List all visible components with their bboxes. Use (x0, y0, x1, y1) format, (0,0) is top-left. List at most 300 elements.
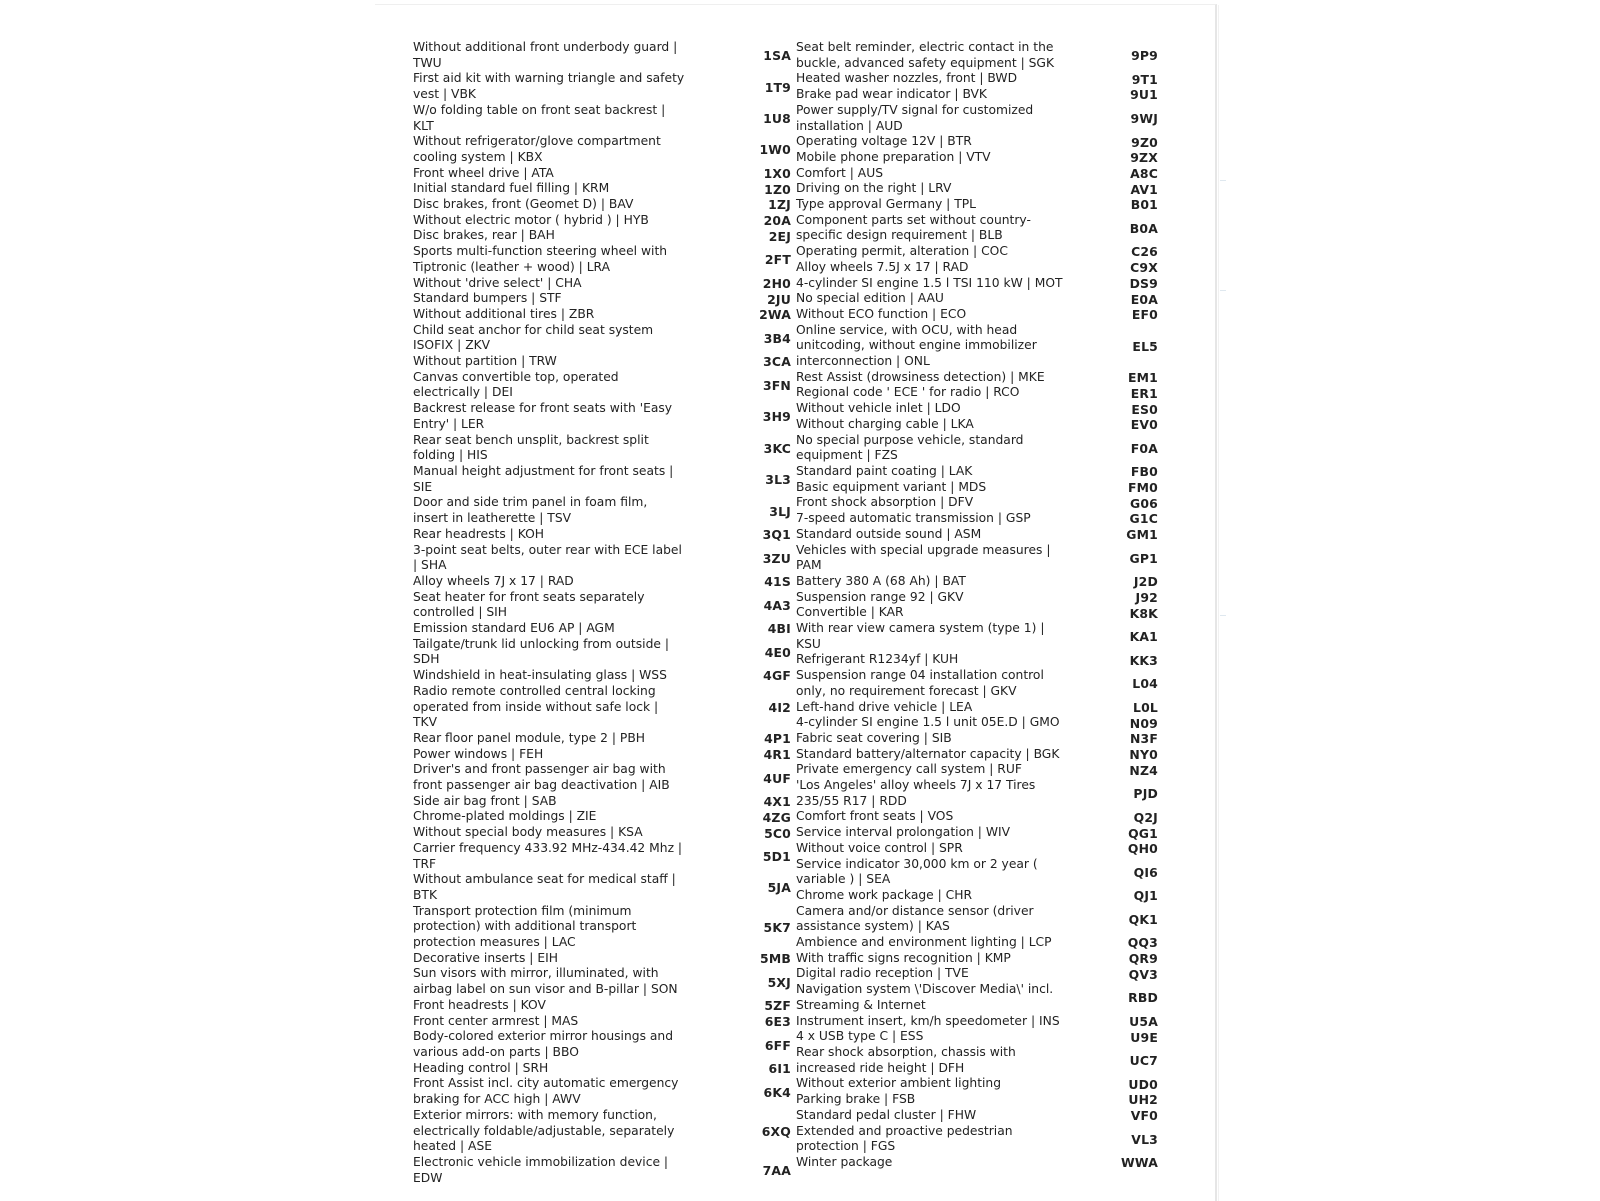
equipment-description: 'Los Angeles' alloy wheels 7J x 17 Tires 235/55 R17 | RDD (796, 778, 1036, 808)
equipment-row (796, 668, 1180, 699)
equipment-code: ES0 (1131, 401, 1158, 417)
equipment-row (413, 307, 791, 323)
equipment-code: Q2J (1133, 809, 1158, 825)
equipment-description: Without refrigerator/glove compartment cooling system | KBX (413, 134, 661, 164)
equipment-description: Front headrests | KOV (413, 997, 546, 1012)
equipment-code: 5JA (767, 880, 791, 896)
equipment-code: 9P9 (1131, 48, 1158, 64)
equipment-code: 5MB (760, 951, 791, 967)
equipment-row (413, 1014, 791, 1030)
equipment-code: AV1 (1130, 181, 1158, 197)
equipment-description: Mobile phone preparation | VTV (796, 149, 991, 164)
equipment-row (796, 276, 1180, 292)
equipment-description: Without 'drive select' | CHA (413, 275, 582, 290)
equipment-description: With rear view camera system (type 1) | KSU (796, 621, 1045, 651)
equipment-row (796, 385, 1180, 401)
equipment-row (796, 417, 1180, 433)
equipment-code: 5XJ (767, 974, 791, 990)
equipment-row (413, 1108, 791, 1155)
equipment-code: G06 (1129, 495, 1158, 511)
equipment-code: G1C (1129, 511, 1158, 527)
equipment-row (413, 495, 791, 526)
equipment-description: Disc brakes, rear | BAH (413, 228, 555, 243)
equipment-row (796, 857, 1180, 888)
equipment-description: Sun visors with mirror, illuminated, with airbag label on sun visor and B-pillar | SON (413, 966, 678, 997)
equipment-row (796, 778, 1180, 809)
equipment-row (413, 747, 791, 763)
equipment-description: Without ambulance seat for medical staff | BTK (413, 872, 676, 902)
equipment-description: Chrome work package | CHR (796, 887, 973, 902)
equipment-description: Without exterior ambient lighting (796, 1076, 1002, 1091)
equipment-row (796, 590, 1180, 606)
equipment-row (796, 480, 1180, 496)
equipment-row (413, 166, 791, 182)
equipment-description: Rest Assist (drowsiness detection) | MKE (796, 369, 1045, 384)
equipment-code: QI6 (1133, 864, 1158, 880)
equipment-code: QH0 (1127, 841, 1158, 857)
equipment-row (796, 495, 1180, 511)
equipment-code: 6FF (764, 1037, 791, 1053)
equipment-row (413, 574, 791, 590)
equipment-description: Winter package (796, 1154, 893, 1169)
equipment-description: Comfort front seats | VOS (796, 809, 954, 824)
equipment-row (796, 888, 1180, 904)
equipment-description: Decorative inserts | EIH (413, 950, 558, 965)
equipment-code: 4R1 (763, 746, 791, 762)
equipment-row (413, 433, 791, 464)
scan-mark (1220, 290, 1226, 291)
equipment-row (413, 354, 791, 370)
equipment-row (413, 872, 791, 903)
scan-mark (1220, 615, 1226, 616)
equipment-code: UD0 (1128, 1076, 1158, 1092)
equipment-row (413, 998, 791, 1014)
equipment-row (413, 181, 791, 197)
equipment-code: 4GF (763, 668, 791, 684)
equipment-code: B0A (1129, 220, 1158, 236)
equipment-description: Front Assist incl. city automatic emergency braking for ACC high | AWV (413, 1076, 679, 1107)
equipment-description: No special edition | AAU (796, 291, 944, 306)
equipment-description: Carrier frequency 433.92 MHz-434.42 Mhz | TRF (413, 840, 683, 871)
equipment-row (413, 370, 791, 401)
equipment-description: Ambience and environment lighting | LCP (796, 935, 1052, 950)
equipment-description: Radio remote controlled central locking operated from inside without safe lock | TKV (413, 683, 659, 730)
equipment-description: Side air bag front | SAB (413, 793, 557, 808)
equipment-description: Without partition | TRW (413, 354, 557, 369)
scan-mark (1220, 180, 1226, 181)
equipment-row (413, 841, 791, 872)
equipment-description: Digital radio reception | TVE (796, 966, 969, 981)
equipment-code: DS9 (1129, 275, 1158, 291)
equipment-description: Regional code ' ECE ' for radio | RCO (796, 385, 1020, 400)
equipment-code: 20A (763, 213, 791, 229)
equipment-row (413, 668, 791, 684)
equipment-row (413, 527, 791, 543)
equipment-row (796, 731, 1180, 747)
equipment-row (796, 40, 1180, 71)
equipment-row (413, 464, 791, 495)
equipment-code: L0L (1132, 699, 1158, 715)
equipment-description: Standard bumpers | STF (413, 291, 562, 306)
equipment-description: Refrigerant R1234yf | KUH (796, 652, 959, 667)
equipment-code: U9E (1130, 1029, 1158, 1045)
equipment-description: Battery 380 A (68 Ah) | BAT (796, 573, 966, 588)
equipment-row (796, 1092, 1180, 1108)
equipment-code: 4A3 (763, 597, 791, 613)
equipment-code: 9WJ (1130, 111, 1158, 127)
document-page (375, 4, 1217, 1201)
equipment-code: VL3 (1131, 1131, 1158, 1147)
equipment-row (413, 401, 791, 432)
equipment-code: 9T1 (1131, 71, 1158, 87)
equipment-description: Backrest release for front seats with 'Easy Entry' | LER (413, 401, 673, 431)
equipment-code: KA1 (1129, 629, 1158, 645)
equipment-description: Suspension range 92 | GKV (796, 589, 964, 604)
equipment-description: Without electric motor ( hybrid ) | HYB (413, 212, 649, 227)
equipment-code: J2D (1133, 574, 1158, 590)
equipment-code: 1SA (763, 48, 791, 64)
equipment-description: Brake pad wear indicator | BVK (796, 87, 987, 102)
equipment-description: Component parts set without country-specific design requirement | BLB (796, 212, 1031, 243)
equipment-description: Body-colored exterior mirror housings and various add-on parts | BBO (413, 1029, 674, 1059)
equipment-row (796, 213, 1180, 244)
equipment-row (796, 87, 1180, 103)
equipment-description: Operating permit, alteration | COC (796, 244, 1008, 259)
equipment-description: Suspension range 04 installation control only, no requirement forecast | GKV (796, 668, 1044, 698)
equipment-row (796, 291, 1180, 307)
equipment-row (796, 464, 1180, 480)
equipment-code: U5A (1129, 1013, 1158, 1029)
equipment-code: 6XQ (761, 1123, 791, 1139)
equipment-row (796, 652, 1180, 668)
equipment-code: EV0 (1130, 417, 1158, 433)
equipment-description: Heading control | SRH (413, 1060, 549, 1075)
equipment-code: 3Q1 (762, 527, 791, 543)
equipment-code: E0A (1130, 291, 1158, 307)
equipment-description: Front wheel drive | ATA (413, 165, 554, 180)
equipment-description: Parking brake | FSB (796, 1092, 916, 1107)
equipment-code: 1U8 (763, 111, 791, 127)
equipment-description: Canvas convertible top, operated electrically | DEI (413, 369, 619, 400)
equipment-description: Rear floor panel module, type 2 | PBH (413, 730, 646, 745)
equipment-row (796, 1124, 1180, 1155)
equipment-code: 3ZU (762, 550, 791, 566)
equipment-code: ER1 (1130, 385, 1158, 401)
equipment-row (413, 228, 791, 244)
equipment-code: 5D1 (762, 849, 791, 865)
equipment-code: 2FT (764, 252, 791, 268)
equipment-description: Comfort | AUS (796, 165, 883, 180)
equipment-row (413, 684, 791, 731)
equipment-code: 3H9 (762, 409, 791, 425)
equipment-row (796, 323, 1180, 370)
equipment-row (796, 181, 1180, 197)
equipment-code: C26 (1131, 244, 1158, 260)
equipment-row (413, 731, 791, 747)
equipment-code: 5ZF (764, 998, 791, 1014)
equipment-row (413, 794, 791, 810)
equipment-row (796, 1108, 1180, 1124)
equipment-code: QG1 (1128, 825, 1158, 841)
equipment-row (796, 527, 1180, 543)
equipment-row (796, 401, 1180, 417)
equipment-description: 4-cylinder SI engine 1.5 l TSI 110 kW | MOT (796, 275, 1063, 290)
equipment-description: Extended and proactive pedestrian protection | FGS (796, 1123, 1013, 1154)
equipment-row (796, 103, 1180, 134)
equipment-row (796, 433, 1180, 464)
equipment-row (413, 197, 791, 213)
equipment-code: 6E3 (764, 1013, 791, 1029)
equipment-row (796, 951, 1180, 967)
equipment-row (413, 134, 791, 165)
equipment-description: Power windows | FEH (413, 746, 544, 761)
equipment-description: Without special body measures | KSA (413, 825, 643, 840)
equipment-row (796, 966, 1180, 982)
equipment-code: GP1 (1129, 550, 1158, 566)
equipment-code: F0A (1130, 440, 1158, 456)
equipment-row (796, 166, 1180, 182)
equipment-code: C9X (1130, 260, 1158, 276)
equipment-description: Child seat anchor for child seat system ISOFIX | ZKV (413, 322, 654, 353)
equipment-description: Heated washer nozzles, front | BWD (796, 71, 1018, 86)
equipment-description: Transport protection film (minimum protection) with additional transport protection measures | LAC (413, 903, 637, 950)
equipment-description: Camera and/or distance sensor (driver assistance system) | KAS (796, 903, 1034, 934)
equipment-row (413, 291, 791, 307)
equipment-row (413, 543, 791, 574)
equipment-code: 5C0 (764, 825, 791, 841)
equipment-code: 3B4 (763, 330, 791, 346)
equipment-description: Instrument insert, km/h speedometer | INS (796, 1013, 1060, 1028)
equipment-row (413, 1076, 791, 1107)
equipment-row (796, 621, 1180, 652)
equipment-description: Exterior mirrors: with memory function, electrically foldable/adjustable, separately heated | ASE (413, 1107, 675, 1154)
equipment-row (413, 323, 791, 354)
equipment-code: WWA (1121, 1155, 1158, 1171)
equipment-row (413, 825, 791, 841)
equipment-code: 2JU (767, 291, 791, 307)
equipment-description: Manual height adjustment for front seats | SIE (413, 463, 674, 494)
equipment-code: N09 (1129, 715, 1158, 731)
equipment-list-left (413, 40, 791, 1186)
equipment-description: Convertible | KAR (796, 605, 904, 620)
equipment-row (796, 1045, 1180, 1076)
equipment-description: Without vehicle inlet | LDO (796, 401, 961, 416)
equipment-code: 9ZX (1130, 150, 1158, 166)
equipment-description: First aid kit with warning triangle and safety vest | VBK (413, 71, 685, 102)
equipment-row (796, 715, 1180, 731)
equipment-row (796, 935, 1180, 951)
equipment-row (796, 1029, 1180, 1045)
equipment-code: J92 (1135, 589, 1158, 605)
equipment-row (413, 276, 791, 292)
equipment-row (796, 809, 1180, 825)
equipment-description: W/o folding table on front seat backrest | KLT (413, 102, 666, 133)
equipment-description: With traffic signs recognition | KMP (796, 950, 1011, 965)
equipment-code: 1T9 (764, 79, 791, 95)
equipment-description: Disc brakes, front (Geomet D) | BAV (413, 197, 634, 212)
equipment-description: Front center armrest | MAS (413, 1013, 579, 1028)
equipment-description: Standard pedal cluster | FHW (796, 1107, 977, 1122)
equipment-row (796, 511, 1180, 527)
equipment-code: UH2 (1128, 1092, 1158, 1108)
equipment-description: Vehicles with special upgrade measures | PAM (796, 542, 1051, 573)
equipment-description: Electronic vehicle immobilization device | EDW (413, 1154, 669, 1185)
equipment-description: Without additional tires | ZBR (413, 306, 595, 321)
equipment-row (413, 637, 791, 668)
equipment-code: 3KC (763, 440, 791, 456)
equipment-code: 9Z0 (1131, 134, 1158, 150)
equipment-code: VF0 (1130, 1108, 1158, 1124)
equipment-code: 3FN (762, 377, 791, 393)
equipment-description: 4-cylinder SI engine 1.5 l unit 05E.D | GMO (796, 715, 1060, 730)
equipment-description: Chrome-plated moldings | ZIE (413, 809, 597, 824)
equipment-row (796, 747, 1180, 763)
equipment-code: L04 (1132, 676, 1158, 692)
equipment-row (796, 134, 1180, 150)
equipment-row (413, 621, 791, 637)
equipment-description: Standard battery/alternator capacity | BGK (796, 746, 1060, 761)
equipment-code: 1Z0 (764, 181, 791, 197)
equipment-row (413, 244, 791, 275)
equipment-description: Service interval prolongation | WIV (796, 825, 1011, 840)
equipment-description: Private emergency call system | RUF (796, 762, 1022, 777)
equipment-row (413, 40, 791, 71)
equipment-row (796, 1076, 1180, 1092)
equipment-description: Tailgate/trunk lid unlocking from outside | SDH (413, 636, 670, 667)
equipment-code: 1ZJ (768, 197, 791, 213)
equipment-description: Fabric seat covering | SIB (796, 730, 952, 745)
equipment-description: Initial standard fuel filling | KRM (413, 181, 610, 196)
equipment-description: Windshield in heat-insulating glass | WSS (413, 668, 667, 683)
equipment-row (413, 951, 791, 967)
equipment-code: 41S (764, 574, 791, 590)
equipment-description: Driving on the right | LRV (796, 181, 952, 196)
equipment-code: 3LJ (769, 503, 791, 519)
equipment-code: QR9 (1128, 951, 1158, 967)
equipment-code: N3F (1129, 731, 1158, 747)
equipment-row (413, 103, 791, 134)
equipment-code: NY0 (1129, 746, 1158, 762)
equipment-code: 2EJ (768, 228, 791, 244)
equipment-description: Rear headrests | KOH (413, 526, 545, 541)
equipment-row (413, 213, 791, 229)
equipment-code: A8C (1130, 165, 1158, 181)
equipment-code: 7AA (762, 1163, 791, 1179)
equipment-row (796, 71, 1180, 87)
equipment-description: Seat belt reminder, electric contact in the buckle, advanced safety equipment | SGK (796, 40, 1055, 70)
equipment-code: EM1 (1127, 370, 1158, 386)
equipment-row (796, 904, 1180, 935)
equipment-description: Seat heater for front seats separately controlled | SIH (413, 589, 645, 620)
equipment-code: QV3 (1128, 966, 1158, 982)
equipment-row (796, 574, 1180, 590)
equipment-row (796, 307, 1180, 323)
equipment-code: B01 (1130, 197, 1158, 213)
equipment-row (796, 197, 1180, 213)
equipment-row (796, 841, 1180, 857)
equipment-description: Standard outside sound | ASM (796, 526, 982, 541)
equipment-code: 2H0 (762, 275, 791, 291)
equipment-code: 6I1 (768, 1061, 791, 1077)
equipment-row (796, 543, 1180, 574)
equipment-description: Front shock absorption | DFV (796, 495, 974, 510)
equipment-description: Without voice control | SPR (796, 840, 963, 855)
equipment-row (796, 1155, 1180, 1171)
equipment-row (796, 150, 1180, 166)
equipment-code: FB0 (1130, 464, 1158, 480)
equipment-description: Sports multi-function steering wheel with Tiptronic (leather + wood) | LRA (413, 244, 668, 274)
equipment-row (796, 260, 1180, 276)
equipment-code: RBD (1128, 990, 1158, 1006)
equipment-description: Door and side trim panel in foam film, insert in leatherette | TSV (413, 495, 648, 526)
equipment-code: 4E0 (764, 644, 791, 660)
equipment-code: 6K4 (763, 1084, 791, 1100)
equipment-code: GM1 (1126, 527, 1158, 543)
equipment-description: Standard paint coating | LAK (796, 463, 973, 478)
equipment-row (796, 605, 1180, 621)
equipment-code: QJ1 (1133, 888, 1158, 904)
equipment-row (796, 244, 1180, 260)
equipment-description: Operating voltage 12V | BTR (796, 134, 972, 149)
equipment-description: 7-speed automatic transmission | GSP (796, 511, 1031, 526)
equipment-code: PJD (1133, 786, 1158, 802)
equipment-code: 4ZG (762, 809, 791, 825)
equipment-code: 9U1 (1130, 87, 1158, 103)
equipment-code: 3L3 (765, 472, 791, 488)
equipment-code: EL5 (1132, 338, 1158, 354)
equipment-row (796, 762, 1180, 778)
equipment-row (413, 904, 791, 951)
equipment-description: Without ECO function | ECO (796, 306, 967, 321)
equipment-description: 3-point seat belts, outer rear with ECE label | SHA (413, 542, 682, 573)
equipment-row (413, 762, 791, 793)
equipment-row (413, 590, 791, 621)
equipment-code: 2WA (759, 307, 791, 323)
equipment-description: Service indicator 30,000 km or 2 year ( variable ) | SEA (796, 856, 1038, 887)
equipment-row (796, 825, 1180, 841)
equipment-description: Emission standard EU6 AP | AGM (413, 621, 615, 636)
equipment-code: UC7 (1129, 1053, 1158, 1069)
equipment-row (413, 966, 791, 997)
equipment-code: FM0 (1127, 480, 1158, 496)
equipment-code: K8K (1129, 605, 1158, 621)
equipment-row (796, 370, 1180, 386)
equipment-code: KK3 (1129, 652, 1158, 668)
equipment-row (413, 71, 791, 102)
equipment-row (413, 1029, 791, 1060)
equipment-description: Without additional front underbody guard | TWU (413, 40, 678, 70)
equipment-code: 5K7 (763, 919, 791, 935)
equipment-code: 4X1 (763, 794, 791, 810)
equipment-description: Rear seat bench unsplit, backrest split folding | HIS (413, 432, 649, 463)
equipment-code: 1W0 (759, 142, 791, 158)
equipment-code: NZ4 (1129, 762, 1158, 778)
equipment-description: Rear shock absorption, chassis with increased ride height | DFH (796, 1045, 1016, 1075)
equipment-description: Navigation system \'Discover Media\' incl. Streaming & Internet (796, 982, 1054, 1012)
equipment-description: Power supply/TV signal for customized installation | AUD (796, 102, 1034, 133)
equipment-code: 4I2 (768, 699, 791, 715)
equipment-description: Without charging cable | LKA (796, 416, 974, 431)
equipment-row (796, 700, 1180, 716)
equipment-code: 1X0 (763, 165, 791, 181)
equipment-description: Alloy wheels 7J x 17 | RAD (413, 573, 574, 588)
equipment-code: QQ3 (1127, 935, 1158, 951)
equipment-description: Type approval Germany | TPL (796, 197, 977, 212)
equipment-code: 4UF (763, 770, 791, 786)
equipment-code: EF0 (1131, 307, 1158, 323)
equipment-list-right (796, 40, 1180, 1171)
equipment-description: Online service, with OCU, with head unitcoding, without engine immobilizer interconnection | ONL (796, 322, 1037, 369)
